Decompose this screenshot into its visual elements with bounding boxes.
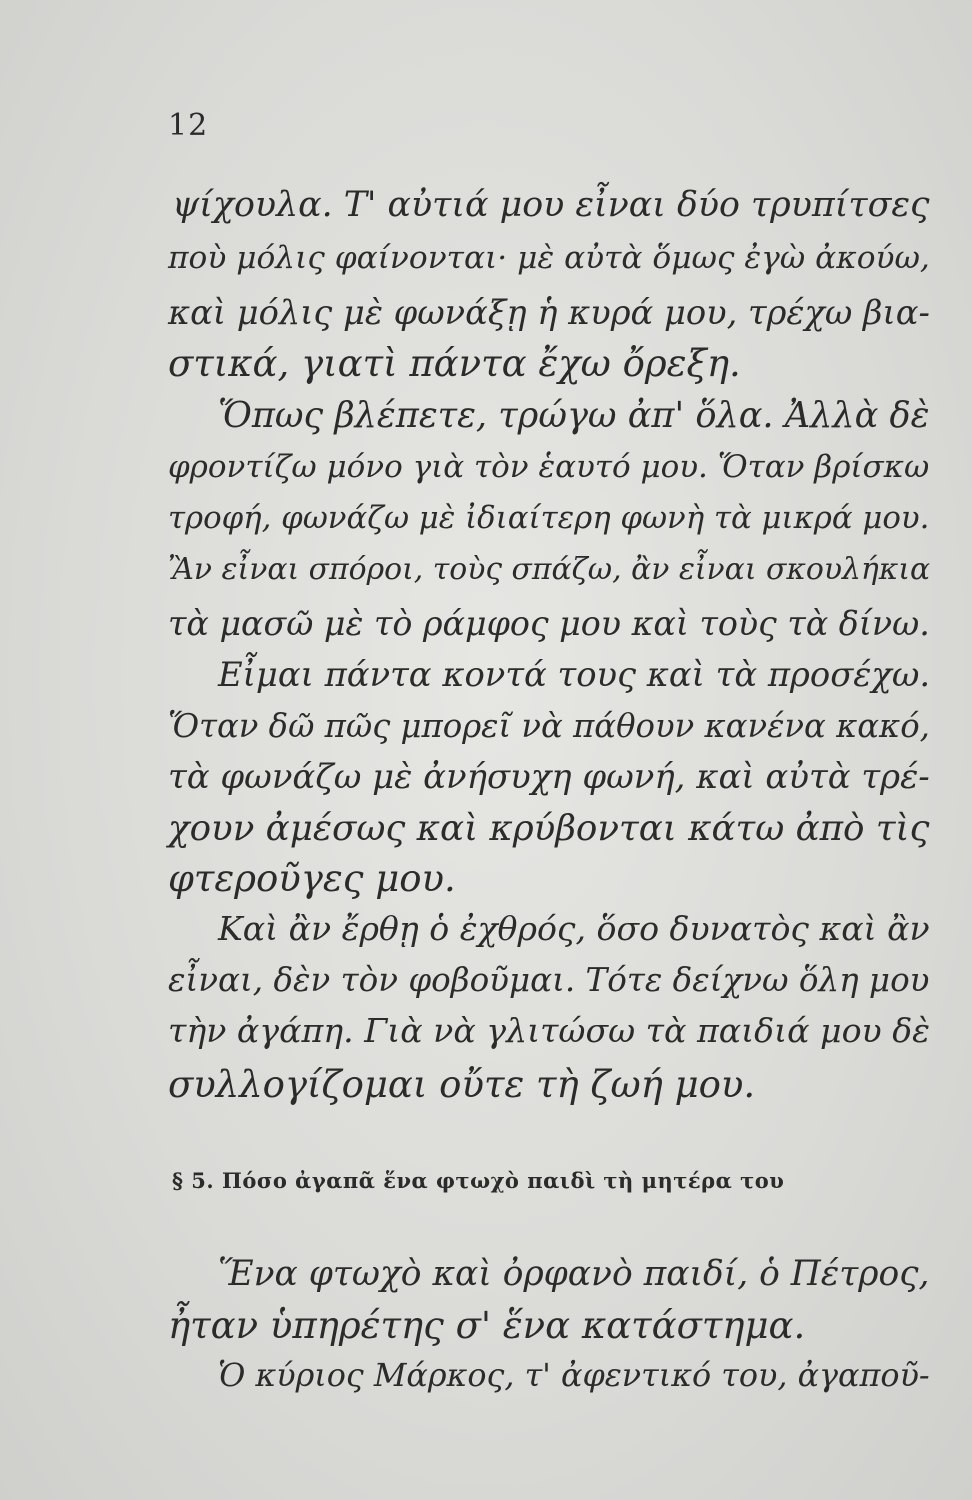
text-line: τὰ μασῶ μὲ τὸ ράμφος μου καὶ τοὺς τὰ δίνω.: [168, 604, 930, 643]
text-line: Ἂν εἶναι σπόροι, τοὺς σπάζω, ἂν εἶναι σκουλήκια: [168, 552, 931, 587]
text-line: Ὁ κύριος Μάρκος, τ' ἀφεντικό του, ἀγαποῦ-: [218, 1356, 930, 1394]
text-line: ποὺ μόλις φαίνονται· μὲ αὐτὰ ὅμως ἐγὼ ἀκούω,: [168, 240, 930, 276]
text-line: χουν ἀμέσως καὶ κρύβονται κάτω ἀπὸ τὶς: [168, 808, 930, 849]
text-line: τὰ φωνάζω μὲ ἀνήσυχη φωνή, καὶ αὐτὰ τρέ-: [168, 757, 930, 796]
text-line: Εἶμαι πάντα κοντά τους καὶ τὰ προσέχω.: [218, 655, 931, 694]
text-line: Ὅπως βλέπετε, τρώγω ἀπ' ὅλα. Ἀλλὰ δὲ: [218, 395, 930, 436]
text-line: Ἕνα φτωχὸ καὶ ὀρφανὸ παιδί, ὁ Πέτρος,: [218, 1254, 930, 1294]
text-line: συλλογίζομαι οὔτε τὴ ζωή μου.: [168, 1063, 756, 1106]
text-line: Καὶ ἂν ἔρθῃ ὁ ἐχθρός, ὅσο δυνατὸς καὶ ἂν: [218, 909, 930, 948]
page-number: 12: [168, 108, 209, 143]
section-heading: § 5. Πόσο ἀγαπᾶ ἕνα φτωχὸ παιδὶ τὴ μητέρα του: [172, 1168, 785, 1193]
text-line: εἶναι, δὲν τὸν φοβοῦμαι. Τότε δείχνω ὅλη μου: [168, 961, 930, 999]
text-line: φροντίζω μόνο γιὰ τὸν ἑαυτό μου. Ὅταν βρίσκω: [168, 449, 930, 485]
text-line: Ὅταν δῶ πῶς μπορεῖ νὰ πάθουν κανένα κακό,: [168, 707, 930, 745]
text-line: στικά, γιατὶ πάντα ἔχω ὄρεξη.: [168, 342, 741, 385]
text-line: φτεροῦγες μου.: [168, 857, 456, 900]
text-line: καὶ μόλις μὲ φωνάξῃ ἡ κυρά μου, τρέχω βια-: [168, 293, 930, 332]
text-line: ψίχουλα. Τ' αὐτιά μου εἶναι δύο τρυπίτσες: [172, 185, 930, 225]
text-line: τὴν ἀγάπη. Γιὰ νὰ γλιτώσω τὰ παιδιά μου δὲ: [168, 1011, 930, 1050]
text-line: τροφή, φωνάζω μὲ ἰδιαίτερη φωνὴ τὰ μικρά μου.: [168, 500, 930, 536]
text-line: ἦταν ὑπηρέτης σ' ἕνα κατάστημα.: [168, 1304, 806, 1347]
